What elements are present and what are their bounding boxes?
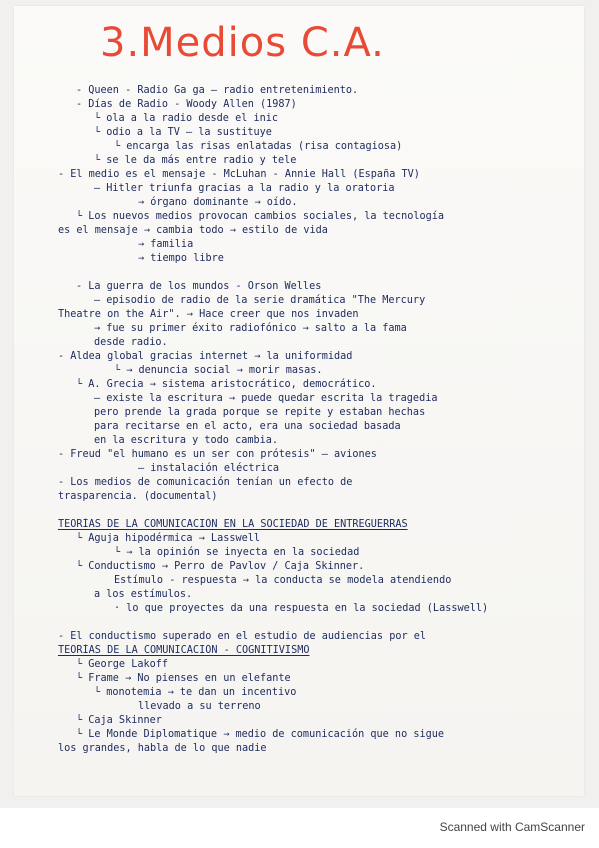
note-line: └ A. Grecia → sistema aristocrático, democrático. [76, 379, 377, 390]
note-line: - La guerra de los mundos - Orson Welles [76, 281, 322, 292]
note-line [58, 504, 570, 518]
note-line: └ Caja Skinner [76, 715, 162, 726]
note-line: └ encarga las risas enlatadas (risa contagiosa) [114, 141, 403, 152]
note-line: es el mensaje → cambia todo → estilo de vida [58, 225, 328, 236]
note-line: para recitarse en el acto, era una sociedad basada [94, 421, 401, 432]
note-line: └ odio a la TV — la sustituye [94, 127, 272, 138]
note-line: └ Frame → No pienses en un elefante [76, 673, 291, 684]
note-line: - El medio es el mensaje - McLuhan - Annie Hall (España TV) [58, 169, 420, 180]
note-line: los grandes, habla de lo que nadie [58, 743, 267, 754]
note-line: desde radio. [94, 337, 168, 348]
note-line: Estímulo - respuesta → la conducta se modela atendiendo [114, 575, 452, 586]
note-line: en la escritura y todo cambia. [94, 435, 279, 446]
note-line: · lo que proyectes da una respuesta en la sociedad (Lasswell) [114, 603, 489, 614]
note-line: → tiempo libre [138, 253, 224, 264]
note-line: — instalación eléctrica [138, 463, 280, 474]
note-line [58, 616, 570, 630]
note-line: └ Le Monde Diplomatique → medio de comunicación que no sigue [76, 729, 445, 740]
note-line: └ Conductismo → Perro de Pavlov / Caja Skinner. [76, 561, 365, 572]
note-line: trasparencia. (documental) [58, 491, 218, 502]
note-line: - Días de Radio - Woody Allen (1987) [76, 99, 297, 110]
note-line: → fue su primer éxito radiofónico → salto a la fama [94, 323, 407, 334]
note-line: - El conductismo superado en el estudio de audiencias por el [58, 631, 427, 642]
note-line: pero prende la grada porque se repite y estaban hechas [94, 407, 426, 418]
note-line: llevado a su terreno [138, 701, 261, 712]
note-line: └ Los nuevos medios provocan cambios sociales, la tecnología [76, 211, 445, 222]
note-line: └ se le da más entre radio y tele [94, 155, 297, 166]
note-line: - Los medios de comunicación tenían un efecto de [58, 477, 353, 488]
note-line: → órgano dominante → oído. [138, 197, 298, 208]
note-line: └ ola a la radio desde el inic [94, 113, 279, 124]
note-line: └ Aguja hipodérmica → Lasswell [76, 533, 261, 544]
notes-list [58, 84, 570, 756]
note-line: → familia [138, 239, 194, 250]
note-line: a los estímulos. [94, 589, 193, 600]
note-line: — Hitler triunfa gracias a la radio y la oratoria [94, 183, 395, 194]
note-line: TEORÍAS DE LA COMUNICACIÓN - COGNITIVISMO [58, 645, 310, 656]
note-line: - Freud "el humano es un ser con prótesis" — aviones [58, 449, 377, 460]
note-line: - Aldea global gracias internet → la uniformidad [58, 351, 353, 362]
page-title: 3.Medios C.A. [100, 20, 385, 66]
note-line: - Queen - Radio Ga ga — radio entretenimiento. [76, 85, 359, 96]
note-line: └ → denuncia social → morir masas. [114, 365, 323, 376]
note-line: — existe la escritura → puede quedar escrita la tragedia [94, 393, 438, 404]
note-line: TEORÍAS DE LA COMUNICACIÓN EN LA SOCIEDAD DE ENTREGUERRAS [58, 519, 408, 530]
note-line [58, 266, 570, 280]
scanner-watermark: Scanned with CamScanner [439, 820, 585, 834]
note-line: └ → la opinión se inyecta en la sociedad [114, 547, 360, 558]
note-line: └ monotemia → te dan un incentivo [94, 687, 297, 698]
note-line: — episodio de radio de la serie dramática "The Mercury [94, 295, 426, 306]
note-line: Theatre on the Air". → Hace creer que nos invaden [58, 309, 359, 320]
note-line: └ George Lakoff [76, 659, 169, 670]
